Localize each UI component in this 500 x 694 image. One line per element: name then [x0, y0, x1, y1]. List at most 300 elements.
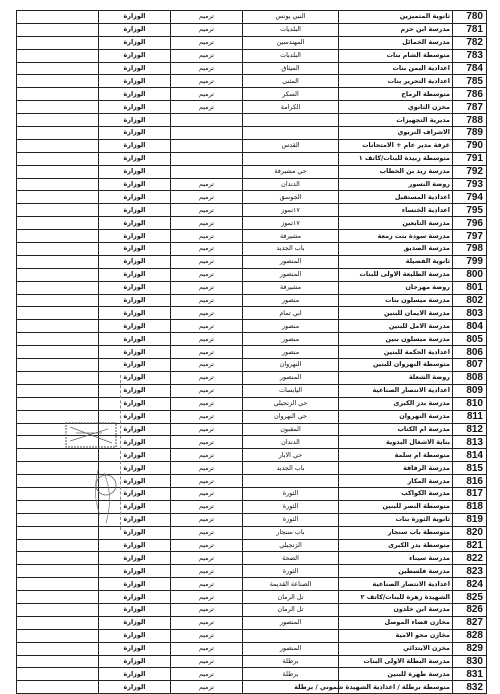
authority: الوزارة: [99, 436, 171, 449]
authority: الوزارة: [99, 49, 171, 62]
work-type: ترميم: [171, 668, 243, 681]
area-name: ١٧تموز: [243, 204, 339, 217]
empty-cell: [17, 500, 99, 513]
row-number: 805: [453, 333, 487, 346]
work-type: [171, 139, 243, 152]
table-row: [17, 616, 487, 629]
work-type: ترميم: [171, 230, 243, 243]
area-name: ١٧تموز: [243, 217, 339, 230]
authority: الوزارة: [99, 320, 171, 333]
row-number: 802: [453, 294, 487, 307]
empty-cell: [17, 333, 99, 346]
building-name: مدرسة الكواكب: [339, 487, 453, 500]
table-row: [17, 11, 487, 24]
row-number: 828: [453, 629, 487, 642]
empty-cell: [17, 294, 99, 307]
empty-cell: [17, 139, 99, 152]
empty-cell: [17, 526, 99, 539]
area-name: الزنجيلي: [243, 539, 339, 552]
empty-cell: [17, 578, 99, 591]
area-name: السكر: [243, 88, 339, 101]
row-number: 820: [453, 526, 487, 539]
building-name: مدرسة ميسلون بنين: [339, 333, 453, 346]
row-number: 816: [453, 475, 487, 488]
table-row: [17, 36, 487, 49]
authority: الوزارة: [99, 346, 171, 359]
row-number: 823: [453, 565, 487, 578]
area-name: الدندان: [243, 178, 339, 191]
table-row: [17, 539, 487, 552]
empty-cell: [17, 191, 99, 204]
table-row: [17, 668, 487, 681]
table-row: [17, 397, 487, 410]
empty-cell: [17, 152, 99, 165]
area-name: اليابسات: [243, 384, 339, 397]
work-type: ترميم: [171, 449, 243, 462]
row-number: 821: [453, 539, 487, 552]
building-name: متوسطة النهروان للبنين: [339, 359, 453, 372]
authority: الوزارة: [99, 449, 171, 462]
work-type: ترميم: [171, 371, 243, 384]
empty-cell: [17, 23, 99, 36]
building-name: مدرسة طهرة للبنين: [339, 668, 453, 681]
table-row: [17, 127, 487, 140]
row-number: 826: [453, 603, 487, 616]
row-number: 811: [453, 410, 487, 423]
work-type: ترميم: [171, 204, 243, 217]
table-row: [17, 500, 487, 513]
authority: الوزارة: [99, 642, 171, 655]
area-name: الثورة: [243, 565, 339, 578]
area-name: المنصور: [243, 255, 339, 268]
empty-cell: [17, 462, 99, 475]
table-row: [17, 449, 487, 462]
table-body: [17, 11, 487, 694]
table-row: [17, 423, 487, 436]
work-type: ترميم: [171, 243, 243, 256]
authority: الوزارة: [99, 36, 171, 49]
authority: الوزارة: [99, 11, 171, 24]
work-type: ترميم: [171, 36, 243, 49]
building-name: اعدادية الانتصار الصناعية: [339, 384, 453, 397]
work-type: ترميم: [171, 217, 243, 230]
table-row: [17, 281, 487, 294]
row-number: 787: [453, 101, 487, 114]
building-name: بناية الاشغال البدوية: [339, 436, 453, 449]
area-name: المقبون: [243, 423, 339, 436]
area-name: تل الرمان: [243, 603, 339, 616]
work-type: ترميم: [171, 178, 243, 191]
work-type: ترميم: [171, 101, 243, 114]
row-number: 808: [453, 371, 487, 384]
building-name: مديرية التجهيزات: [339, 114, 453, 127]
area-name: النهروان: [243, 359, 339, 372]
work-type: ترميم: [171, 616, 243, 629]
area-name: المنصور: [243, 268, 339, 281]
building-name: متوسطة النصر للبنين: [339, 500, 453, 513]
area-name: حي النهروان: [243, 410, 339, 423]
empty-cell: [17, 49, 99, 62]
building-name: متوسطة ام سلمة: [339, 449, 453, 462]
building-name: مخازن محو الامية: [339, 629, 453, 642]
authority: الوزارة: [99, 307, 171, 320]
building-name: الاشراف التربوي: [339, 127, 453, 140]
empty-cell: [17, 127, 99, 140]
work-type: ترميم: [171, 346, 243, 359]
row-number: 803: [453, 307, 487, 320]
authority: الوزارة: [99, 152, 171, 165]
empty-cell: [17, 591, 99, 604]
row-number: 812: [453, 423, 487, 436]
work-type: [171, 114, 243, 127]
work-type: ترميم: [171, 487, 243, 500]
row-number: 785: [453, 75, 487, 88]
empty-cell: [17, 539, 99, 552]
table-row: [17, 152, 487, 165]
table-row: [17, 629, 487, 642]
area-name: حي الابار: [243, 449, 339, 462]
work-type: ترميم: [171, 62, 243, 75]
row-number: 789: [453, 127, 487, 140]
table-row: [17, 191, 487, 204]
building-name: مدرسة بدر الكبرى: [339, 397, 453, 410]
row-number: 799: [453, 255, 487, 268]
row-number: 790: [453, 139, 487, 152]
work-type: ترميم: [171, 681, 243, 694]
authority: الوزارة: [99, 191, 171, 204]
table-row: [17, 462, 487, 475]
row-number: 824: [453, 578, 487, 591]
area-name: [243, 152, 339, 165]
row-number: 827: [453, 616, 487, 629]
row-number: 804: [453, 320, 487, 333]
row-number: 825: [453, 591, 487, 604]
area-name: حي مشيرفة: [243, 165, 339, 178]
authority: الوزارة: [99, 539, 171, 552]
table-row: [17, 410, 487, 423]
area-name: البلديات: [243, 49, 339, 62]
area-name: القدس: [243, 139, 339, 152]
table-row: [17, 217, 487, 230]
area-name: الثورة: [243, 487, 339, 500]
area-name: المنصور: [243, 616, 339, 629]
work-type: ترميم: [171, 397, 243, 410]
table-row: [17, 603, 487, 616]
table-row: [17, 230, 487, 243]
area-name: الثورة: [243, 513, 339, 526]
building-name: متوسطة الرماح: [339, 88, 453, 101]
building-name: مدرسة التابعين: [339, 217, 453, 230]
work-type: ترميم: [171, 591, 243, 604]
authority: الوزارة: [99, 384, 171, 397]
work-type: ترميم: [171, 410, 243, 423]
row-number: 783: [453, 49, 487, 62]
empty-cell: [17, 359, 99, 372]
building-name: مخزن الثانوي: [339, 101, 453, 114]
work-type: [171, 165, 243, 178]
empty-cell: [17, 230, 99, 243]
empty-cell: [17, 655, 99, 668]
authority: الوزارة: [99, 487, 171, 500]
area-name: [243, 127, 339, 140]
area-name: المثنى: [243, 75, 339, 88]
area-name: البلديات: [243, 23, 339, 36]
empty-cell: [17, 423, 99, 436]
empty-cell: [17, 668, 99, 681]
work-type: [171, 152, 243, 165]
building-name: متوسطة باب سنجار: [339, 526, 453, 539]
row-number: 819: [453, 513, 487, 526]
empty-cell: [17, 268, 99, 281]
building-name: اعدادية الحكمة للبنين: [339, 346, 453, 359]
empty-cell: [17, 178, 99, 191]
authority: الوزارة: [99, 165, 171, 178]
building-name: روضة الشعلة: [339, 371, 453, 384]
work-type: ترميم: [171, 462, 243, 475]
area-name: المنصور: [243, 371, 339, 384]
authority: الوزارة: [99, 217, 171, 230]
table-row: [17, 243, 487, 256]
work-type: ترميم: [171, 294, 243, 307]
work-type: ترميم: [171, 75, 243, 88]
empty-cell: [17, 397, 99, 410]
area-name: منصور: [243, 346, 339, 359]
work-type: ترميم: [171, 500, 243, 513]
area-name: برطلة: [243, 655, 339, 668]
building-name: روضة مهرجان: [339, 281, 453, 294]
building-name: مدرسة البطلة الاولى البنات: [339, 655, 453, 668]
document-sheet: [16, 10, 486, 694]
work-type: [171, 127, 243, 140]
work-type: ترميم: [171, 88, 243, 101]
building-name: اعدادية الخنساء: [339, 204, 453, 217]
table-row: [17, 552, 487, 565]
area-name: النبي يونس: [243, 11, 339, 24]
area-name: تل الرمان: [243, 591, 339, 604]
empty-cell: [17, 681, 99, 694]
empty-cell: [17, 384, 99, 397]
area-name: الصحة: [243, 552, 339, 565]
empty-cell: [17, 255, 99, 268]
empty-cell: [17, 487, 99, 500]
empty-cell: [17, 36, 99, 49]
area-name: منصور: [243, 333, 339, 346]
authority: الوزارة: [99, 462, 171, 475]
empty-cell: [17, 629, 99, 642]
work-type: ترميم: [171, 320, 243, 333]
row-number: 807: [453, 359, 487, 372]
area-name: باب سنجار: [243, 526, 339, 539]
authority: الوزارة: [99, 668, 171, 681]
work-type: ترميم: [171, 565, 243, 578]
row-number: 829: [453, 642, 487, 655]
empty-cell: [17, 320, 99, 333]
building-name: مدرسة سيناء: [339, 552, 453, 565]
authority: الوزارة: [99, 359, 171, 372]
area-name: الميثاق: [243, 62, 339, 75]
building-name: اعدادية الانتصار الصناعية: [339, 578, 453, 591]
empty-cell: [17, 307, 99, 320]
building-name: متوسطة زبيدة للبنات/كاتف ١: [339, 152, 453, 165]
empty-cell: [17, 371, 99, 384]
authority: الوزارة: [99, 23, 171, 36]
table-row: [17, 178, 487, 191]
authority: الوزارة: [99, 62, 171, 75]
table-row: [17, 49, 487, 62]
area-name: ابي تمام: [243, 307, 339, 320]
table-row: [17, 526, 487, 539]
row-number: 801: [453, 281, 487, 294]
table-row: [17, 436, 487, 449]
authority: الوزارة: [99, 281, 171, 294]
row-number: 791: [453, 152, 487, 165]
building-name: مدرسة الامل للبنين: [339, 320, 453, 333]
work-type: ترميم: [171, 281, 243, 294]
work-type: ترميم: [171, 255, 243, 268]
work-type: ترميم: [171, 49, 243, 62]
building-name: مدرسة الايمان للبنين: [339, 307, 453, 320]
area-name: الجوسق: [243, 191, 339, 204]
row-number: 781: [453, 23, 487, 36]
row-number: 813: [453, 436, 487, 449]
building-name: مدرسة الطليعة الاولى للبنات: [339, 268, 453, 281]
row-number: 784: [453, 62, 487, 75]
empty-cell: [17, 114, 99, 127]
area-name: [243, 114, 339, 127]
table-row: [17, 101, 487, 114]
row-number: 832: [453, 681, 487, 694]
row-number: 814: [453, 449, 487, 462]
building-name: الشهيدة زهرة للبنات/كاتف ٢: [339, 591, 453, 604]
table-row: [17, 681, 487, 694]
authority: الوزارة: [99, 333, 171, 346]
row-number: 786: [453, 88, 487, 101]
work-type: ترميم: [171, 307, 243, 320]
work-type: ترميم: [171, 629, 243, 642]
row-number: 806: [453, 346, 487, 359]
work-type: ترميم: [171, 359, 243, 372]
row-number: 794: [453, 191, 487, 204]
area-name: برطلة: [243, 668, 339, 681]
row-number: 782: [453, 36, 487, 49]
row-number: 795: [453, 204, 487, 217]
table-row: [17, 513, 487, 526]
row-number: 780: [453, 11, 487, 24]
empty-cell: [17, 475, 99, 488]
authority: الوزارة: [99, 500, 171, 513]
building-name: اعدادية اليمن بنات: [339, 62, 453, 75]
building-name: مدرسة النهروان: [339, 410, 453, 423]
building-name: ثانوية الثورة بنات: [339, 513, 453, 526]
row-number: 815: [453, 462, 487, 475]
table-row: [17, 565, 487, 578]
area-name: باب الجديد: [243, 462, 339, 475]
building-name: روضة النسور: [339, 178, 453, 191]
authority: الوزارة: [99, 552, 171, 565]
row-number: 792: [453, 165, 487, 178]
empty-cell: [17, 165, 99, 178]
building-name: مدرسة ميسلون بنات: [339, 294, 453, 307]
work-type: ترميم: [171, 23, 243, 36]
building-name: مخازن قضاء الموصل: [339, 616, 453, 629]
row-number: 788: [453, 114, 487, 127]
row-number: 817: [453, 487, 487, 500]
area-name: الثورة: [243, 500, 339, 513]
table-row: [17, 591, 487, 604]
building-name: مدرسة الخمائل: [339, 36, 453, 49]
authority: الوزارة: [99, 127, 171, 140]
row-number: 822: [453, 552, 487, 565]
table-row: [17, 359, 487, 372]
row-number: 809: [453, 384, 487, 397]
authority: الوزارة: [99, 475, 171, 488]
building-name: مدرسة المكار: [339, 475, 453, 488]
table-row: [17, 384, 487, 397]
table-row: [17, 346, 487, 359]
building-name: اعدادية التحرير بنات: [339, 75, 453, 88]
building-name: ثانوية المتميزين: [339, 11, 453, 24]
work-type: ترميم: [171, 191, 243, 204]
table-row: [17, 333, 487, 346]
authority: الوزارة: [99, 616, 171, 629]
authority: الوزارة: [99, 268, 171, 281]
table-row: [17, 475, 487, 488]
empty-cell: [17, 11, 99, 24]
table-row: [17, 642, 487, 655]
work-type: ترميم: [171, 384, 243, 397]
authority: الوزارة: [99, 603, 171, 616]
row-number: 798: [453, 243, 487, 256]
area-name: منصور: [243, 294, 339, 307]
row-number: 793: [453, 178, 487, 191]
authority: الوزارة: [99, 655, 171, 668]
table-row: [17, 294, 487, 307]
row-number: 796: [453, 217, 487, 230]
row-number: 810: [453, 397, 487, 410]
work-type: ترميم: [171, 513, 243, 526]
building-name: ثانوية الفضيلة: [339, 255, 453, 268]
row-number: 797: [453, 230, 487, 243]
empty-cell: [17, 642, 99, 655]
table-row: [17, 655, 487, 668]
table-row: [17, 62, 487, 75]
authority: الوزارة: [99, 88, 171, 101]
area-name: [243, 629, 339, 642]
table-row: [17, 23, 487, 36]
row-number: 830: [453, 655, 487, 668]
area-name: [243, 475, 339, 488]
empty-cell: [17, 204, 99, 217]
work-type: ترميم: [171, 268, 243, 281]
empty-cell: [17, 449, 99, 462]
table-row: [17, 88, 487, 101]
authority: الوزارة: [99, 204, 171, 217]
table-row: [17, 114, 487, 127]
area-name: الدندان: [243, 436, 339, 449]
area-name: المنصور: [243, 642, 339, 655]
empty-cell: [17, 410, 99, 423]
work-type: ترميم: [171, 655, 243, 668]
work-type: ترميم: [171, 552, 243, 565]
empty-cell: [17, 243, 99, 256]
empty-cell: [17, 436, 99, 449]
area-name: باب الجديد: [243, 243, 339, 256]
authority: الوزارة: [99, 230, 171, 243]
work-type: ترميم: [171, 11, 243, 24]
building-name: غرفة مدير عام + الامتحانات: [339, 139, 453, 152]
empty-cell: [17, 346, 99, 359]
work-type: ترميم: [171, 603, 243, 616]
